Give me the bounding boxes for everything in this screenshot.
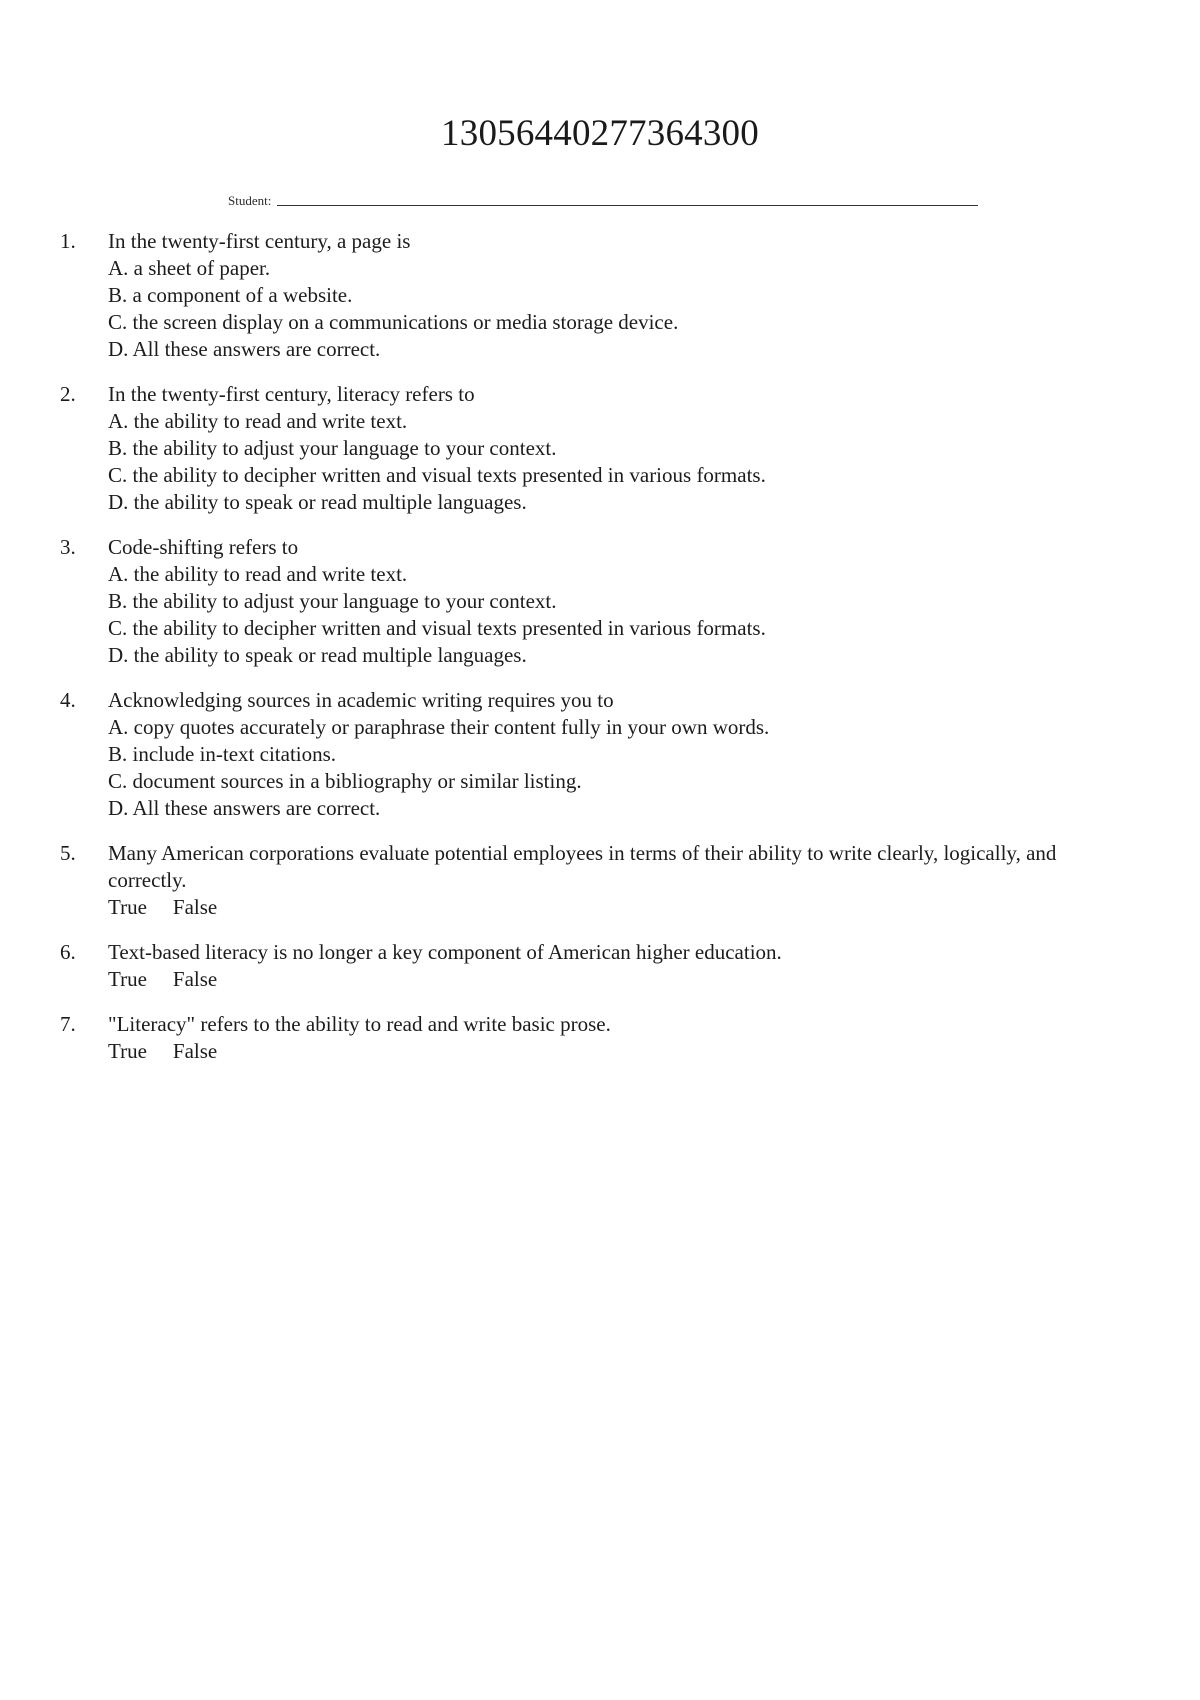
question-number: 6. bbox=[60, 940, 76, 964]
option-d: D. All these answers are correct. bbox=[108, 796, 381, 820]
student-label: Student: bbox=[228, 193, 272, 208]
document-title: 13056440277364300 bbox=[441, 113, 759, 154]
true-option: True bbox=[108, 895, 147, 919]
option-b: B. a component of a website. bbox=[108, 283, 353, 307]
question-number: 4. bbox=[60, 688, 76, 712]
option-b: B. include in-text citations. bbox=[108, 742, 337, 766]
question-4 bbox=[60, 687, 1120, 822]
false-option: False bbox=[172, 967, 218, 991]
option-d: D. All these answers are correct. bbox=[108, 337, 381, 361]
option-a: A. the ability to read and write text. bbox=[108, 409, 408, 433]
false-option: False bbox=[172, 895, 218, 919]
question-number: 5. bbox=[60, 841, 76, 865]
option-c: C. document sources in a bibliography or similar listing. bbox=[108, 769, 582, 793]
student-name-line bbox=[277, 205, 978, 206]
false-option: False bbox=[172, 1039, 218, 1063]
question-number: 7. bbox=[60, 1012, 76, 1036]
question-number: 1. bbox=[60, 229, 76, 253]
question-stem: In the twenty-first century, a page is bbox=[108, 229, 411, 253]
question-6 bbox=[60, 939, 1120, 993]
question-stem: Code-shifting refers to bbox=[108, 535, 299, 559]
question-list bbox=[60, 228, 1120, 1083]
question-stem: In the twenty-first century, literacy refers to bbox=[108, 382, 475, 406]
option-d: D. the ability to speak or read multiple languages. bbox=[108, 490, 527, 514]
true-false-options bbox=[108, 1038, 1120, 1065]
question-body bbox=[108, 687, 1120, 822]
question-number: 3. bbox=[60, 535, 76, 559]
option-a: A. a sheet of paper. bbox=[108, 256, 271, 280]
question-body bbox=[108, 534, 1120, 669]
question-number: 2. bbox=[60, 382, 76, 406]
student-name-row bbox=[228, 188, 978, 208]
question-1 bbox=[60, 228, 1120, 363]
question-body bbox=[108, 840, 1120, 921]
option-b: B. the ability to adjust your language to your context. bbox=[108, 589, 557, 613]
question-7 bbox=[60, 1011, 1120, 1065]
question-stem: Many American corporations evaluate potential employees in terms of their ability to write clearly, logically, and correctly. bbox=[108, 841, 1057, 892]
true-option: True bbox=[108, 1039, 147, 1063]
option-a: A. the ability to read and write text. bbox=[108, 562, 408, 586]
question-stem: "Literacy" refers to the ability to read and write basic prose. bbox=[108, 1012, 611, 1036]
question-3 bbox=[60, 534, 1120, 669]
question-body bbox=[108, 1011, 1120, 1065]
true-option: True bbox=[108, 967, 147, 991]
option-d: D. the ability to speak or read multiple languages. bbox=[108, 643, 527, 667]
option-a: A. copy quotes accurately or paraphrase their content fully in your own words. bbox=[108, 715, 770, 739]
question-5 bbox=[60, 840, 1120, 921]
option-c: C. the ability to decipher written and visual texts presented in various formats. bbox=[108, 463, 766, 487]
true-false-options bbox=[108, 894, 1120, 921]
question-body bbox=[108, 228, 1120, 363]
question-body bbox=[108, 381, 1120, 516]
option-c: C. the screen display on a communications or media storage device. bbox=[108, 310, 679, 334]
question-stem: Text-based literacy is no longer a key component of American higher education. bbox=[108, 940, 782, 964]
option-b: B. the ability to adjust your language to your context. bbox=[108, 436, 557, 460]
question-2 bbox=[60, 381, 1120, 516]
option-c: C. the ability to decipher written and visual texts presented in various formats. bbox=[108, 616, 766, 640]
true-false-options bbox=[108, 966, 1120, 993]
question-body bbox=[108, 939, 1120, 993]
question-stem: Acknowledging sources in academic writing requires you to bbox=[108, 688, 614, 712]
